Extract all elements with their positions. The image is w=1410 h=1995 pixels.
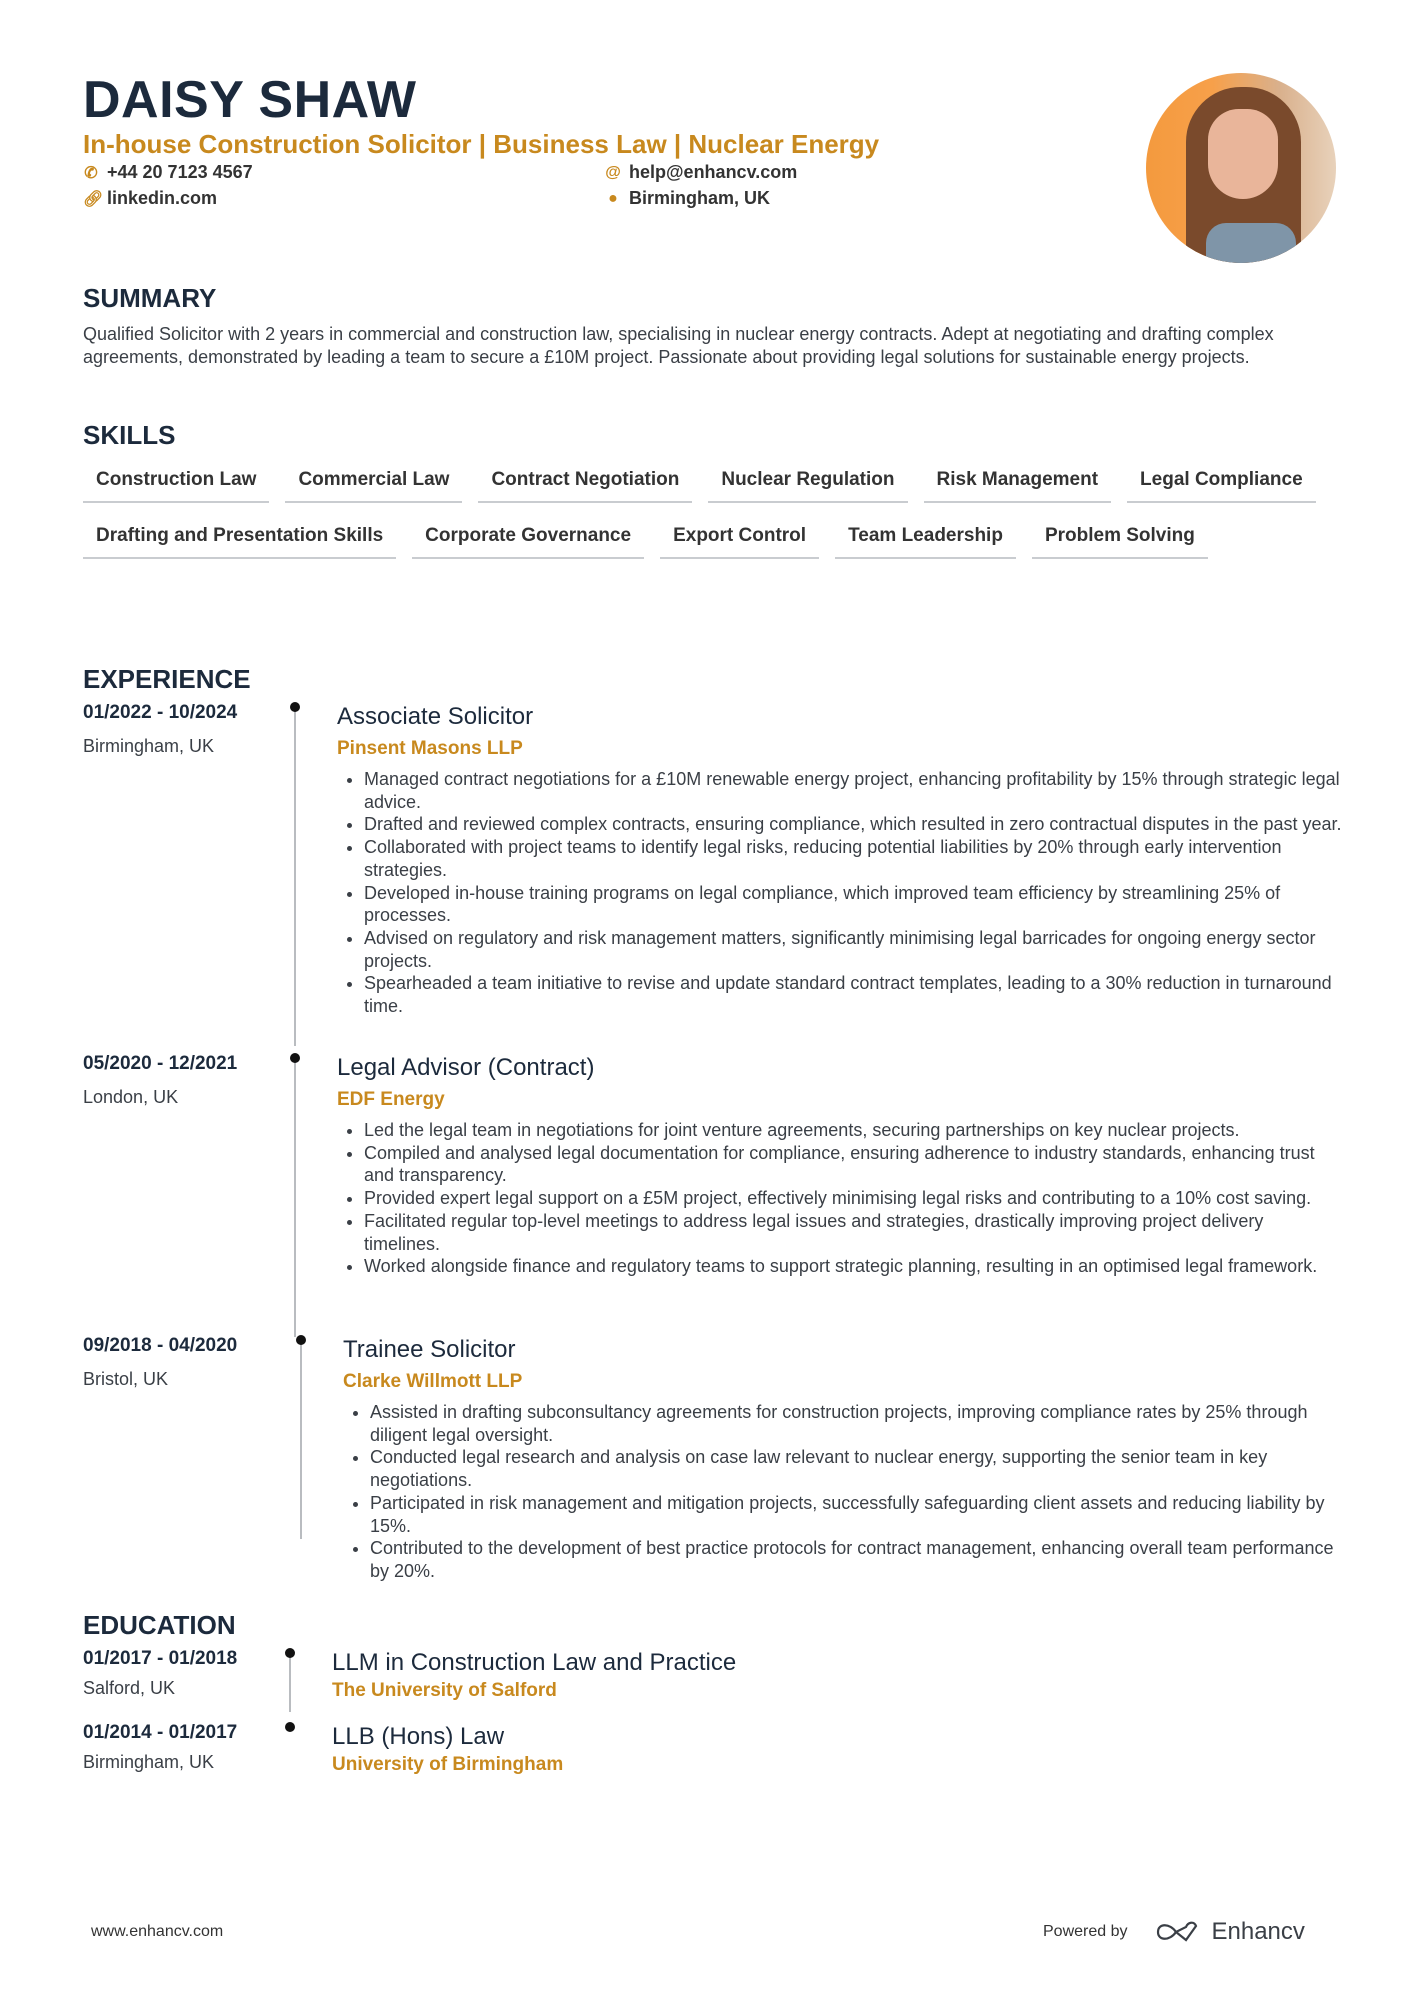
achievement-item: • Worked alongside finance and regulatory teams to support strategic planning, resulting in an optimised legal framework. bbox=[364, 1255, 1343, 1278]
skill-tag: Contract Negotiation bbox=[478, 460, 692, 503]
contact-phone bbox=[83, 162, 605, 183]
company-name: Pinsent Masons LLP bbox=[337, 738, 523, 759]
skill-tag: Drafting and Presentation Skills bbox=[83, 516, 396, 559]
infinity-heart-icon bbox=[1154, 1920, 1200, 1944]
skill-tag: Commercial Law bbox=[285, 460, 462, 503]
degree: LLB (Hons) Law bbox=[332, 1723, 505, 1750]
achievement-item: • Advised on regulatory and risk management matters, significantly minimising legal barricades for ongoing energy sector projects. bbox=[364, 927, 1343, 972]
entry-location: Bristol, UK bbox=[83, 1369, 169, 1389]
achievement-item: • Facilitated regular top-level meetings to address legal issues and strategies, drastically improving project delivery timelines. bbox=[364, 1210, 1343, 1255]
achievement-item: • Managed contract negotiations for a £10M renewable energy project, enhancing profitability by 15% through strategic legal advice. bbox=[364, 768, 1343, 813]
achievement-item: • Provided expert legal support on a £5M project, effectively minimising legal risks and contributing to a 10% cost saving. bbox=[364, 1187, 1343, 1210]
at-icon: @ bbox=[605, 163, 621, 181]
entry-date: 09/2018 - 04/2020 bbox=[83, 1335, 238, 1356]
timeline-dot bbox=[290, 1053, 300, 1063]
education-heading: EDUCATION bbox=[83, 1610, 236, 1640]
skill-tag: Construction Law bbox=[83, 460, 269, 503]
achievement-item: • Collaborated with project teams to identify legal risks, reducing potential liabilities by 20% through early intervention strategies. bbox=[364, 836, 1343, 881]
timeline-line bbox=[294, 706, 296, 1046]
candidate-name: DAISY SHAW bbox=[83, 71, 417, 129]
skill-tag: Legal Compliance bbox=[1127, 460, 1316, 503]
entry-location: London, UK bbox=[83, 1087, 179, 1107]
entry-date: 01/2017 - 01/2018 bbox=[83, 1648, 238, 1669]
skill-tag: Corporate Governance bbox=[412, 516, 644, 559]
timeline-dot bbox=[285, 1648, 295, 1658]
location-pin-icon: ● bbox=[608, 189, 618, 207]
company-name: Clarke Willmott LLP bbox=[343, 1371, 523, 1392]
powered-by-label: Powered by bbox=[1043, 1923, 1128, 1940]
company-name: EDF Energy bbox=[337, 1089, 445, 1110]
skills-heading: SKILLS bbox=[83, 420, 176, 450]
timeline-dot bbox=[290, 702, 300, 712]
achievement-list bbox=[337, 768, 1343, 1018]
timeline-line bbox=[300, 1339, 302, 1539]
contact-link[interactable] bbox=[83, 188, 605, 209]
enhancv-logo bbox=[1154, 1918, 1305, 1946]
achievement-item: • Led the legal team in negotiations for joint venture agreements, securing partnerships on key nuclear projects. bbox=[364, 1119, 1343, 1142]
job-title: Trainee Solicitor bbox=[343, 1336, 516, 1363]
entry-location: Salford, UK bbox=[83, 1678, 176, 1698]
contact-location bbox=[605, 188, 905, 209]
footer-website[interactable]: www.enhancv.com bbox=[91, 1923, 224, 1940]
timeline-line bbox=[289, 1652, 291, 1712]
skill-tag: Export Control bbox=[660, 516, 819, 559]
skill-tag: Risk Management bbox=[924, 460, 1112, 503]
timeline-line bbox=[294, 1057, 296, 1337]
skill-tag: Problem Solving bbox=[1032, 516, 1208, 559]
brand-name: Enhancv bbox=[1211, 1918, 1305, 1945]
achievement-item: • Assisted in drafting subconsultancy agreements for construction projects, improving compliance rates by 25% through diligent legal oversight. bbox=[370, 1401, 1343, 1446]
summary-text: Qualified Solicitor with 2 years in commercial and construction law, specialising in nuclear energy contracts. Adept at negotiating and drafting complex agreements, demonstrated by leading a team to secure a £10M project. Passionate about providing legal solutions for sustainable energy projects. bbox=[83, 324, 1274, 367]
achievement-item: • Developed in-house training programs on legal compliance, which improved team efficiency by streamlining 25% of processes. bbox=[364, 882, 1343, 927]
job-title: Legal Advisor (Contract) bbox=[337, 1054, 595, 1081]
location-text: Birmingham, UK bbox=[629, 188, 771, 208]
achievement-item: • Compiled and analysed legal documentation for compliance, ensuring adherence to industry standards, enhancing trust and transparency. bbox=[364, 1142, 1343, 1187]
skill-tag: Nuclear Regulation bbox=[708, 460, 907, 503]
skill-tag: Team Leadership bbox=[835, 516, 1016, 559]
job-title: Associate Solicitor bbox=[337, 703, 534, 730]
school-name: The University of Salford bbox=[332, 1680, 557, 1701]
profile-photo bbox=[1146, 73, 1336, 263]
contact-info bbox=[83, 162, 903, 209]
entry-date: 05/2020 - 12/2021 bbox=[83, 1053, 238, 1074]
phone-icon: ✆ bbox=[84, 164, 98, 182]
achievement-item: • Drafted and reviewed complex contracts, ensuring compliance, which resulted in zero contractual disputes in the past year. bbox=[364, 813, 1343, 836]
phone-text: +44 20 7123 4567 bbox=[107, 162, 253, 182]
entry-date: 01/2022 - 10/2024 bbox=[83, 702, 238, 723]
achievement-list bbox=[343, 1401, 1343, 1583]
degree: LLM in Construction Law and Practice bbox=[332, 1649, 737, 1676]
skills-list bbox=[83, 460, 1323, 559]
link-icon: 🔗︎ bbox=[83, 190, 104, 208]
entry-location: Birmingham, UK bbox=[83, 736, 215, 756]
email-text[interactable]: help@enhancv.com bbox=[629, 162, 798, 182]
entry-date: 01/2014 - 01/2017 bbox=[83, 1722, 238, 1743]
timeline-dot bbox=[285, 1722, 295, 1732]
achievement-item: • Contributed to the development of best practice protocols for contract management, enhancing overall team performance by 20%. bbox=[370, 1537, 1343, 1582]
link-text[interactable]: linkedin.com bbox=[107, 188, 218, 208]
timeline-dot bbox=[296, 1335, 306, 1345]
summary-heading: SUMMARY bbox=[83, 283, 217, 313]
achievement-list bbox=[337, 1119, 1343, 1278]
achievement-item: • Conducted legal research and analysis on case law relevant to nuclear energy, supporting the senior team in key negotiations. bbox=[370, 1446, 1343, 1491]
entry-location: Birmingham, UK bbox=[83, 1752, 215, 1772]
footer-branding bbox=[1043, 1918, 1305, 1946]
achievement-item: • Spearheaded a team initiative to revise and update standard contract templates, leading to a 30% reduction in turnaround time. bbox=[364, 972, 1343, 1017]
headline: In-house Construction Solicitor | Business Law | Nuclear Energy bbox=[83, 129, 880, 159]
school-name: University of Birmingham bbox=[332, 1754, 564, 1775]
contact-email[interactable] bbox=[605, 162, 905, 183]
achievement-item: • Participated in risk management and mitigation projects, successfully safeguarding client assets and reducing liability by 15%. bbox=[370, 1492, 1343, 1537]
experience-heading: EXPERIENCE bbox=[83, 664, 251, 694]
